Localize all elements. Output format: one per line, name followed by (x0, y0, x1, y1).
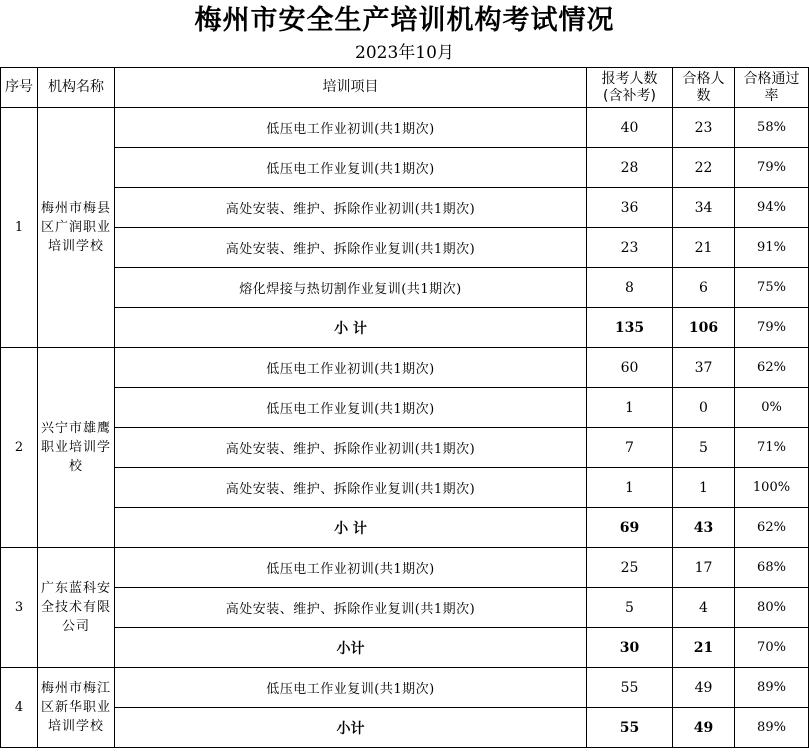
pass-rate: 71% (735, 428, 809, 468)
header-passed-line2: 数 (696, 87, 711, 104)
exam-results-table (0, 67, 809, 748)
table-body (1, 108, 809, 748)
applicants-count: 23 (587, 228, 673, 268)
applicants-count: 40 (587, 108, 673, 148)
subtotal-label: 小 计 (115, 308, 587, 348)
applicants-count: 1 (587, 388, 673, 428)
report-period: 2023年10月 (355, 43, 454, 63)
passed-count: 5 (673, 428, 735, 468)
training-item: 高处安装、维护、拆除作业复训(共1期次) (115, 588, 587, 628)
passed-count: 17 (673, 548, 735, 588)
pass-rate: 58% (735, 108, 809, 148)
passed-count: 49 (673, 668, 735, 708)
training-item: 低压电工作业初训(共1期次) (115, 348, 587, 388)
subtotal-applicants: 30 (587, 628, 673, 668)
table-row (1, 148, 809, 188)
table-row (1, 188, 809, 228)
header-row (1, 68, 809, 108)
institution-seq: 4 (1, 668, 38, 748)
subtotal-applicants: 135 (587, 308, 673, 348)
training-item: 高处安装、维护、拆除作业初训(共1期次) (115, 428, 587, 468)
subtotal-label: 小 计 (115, 508, 587, 548)
applicants-count: 7 (587, 428, 673, 468)
table-row (1, 108, 809, 148)
table-row (1, 668, 809, 708)
passed-count: 22 (673, 148, 735, 188)
applicants-count: 5 (587, 588, 673, 628)
pass-rate: 0% (735, 388, 809, 428)
page-title: 梅州市安全生产培训机构考试情况 (194, 5, 615, 36)
subtotal-passed: 49 (673, 708, 735, 748)
pass-rate: 91% (735, 228, 809, 268)
passed-count: 34 (673, 188, 735, 228)
header-rate (735, 68, 809, 108)
training-item: 低压电工作业复训(共1期次) (115, 148, 587, 188)
subtotal-passed: 43 (673, 508, 735, 548)
training-item: 高处安装、维护、拆除作业复训(共1期次) (115, 228, 587, 268)
table-row (1, 228, 809, 268)
subtotal-applicants: 69 (587, 508, 673, 548)
passed-count: 21 (673, 228, 735, 268)
pass-rate: 100% (735, 468, 809, 508)
passed-count: 1 (673, 468, 735, 508)
pass-rate: 75% (735, 268, 809, 308)
table-row (1, 428, 809, 468)
applicants-count: 8 (587, 268, 673, 308)
training-item: 低压电工作业复训(共1期次) (115, 668, 587, 708)
institution-name: 广东蓝科安全技术有限公司 (38, 548, 115, 668)
applicants-count: 60 (587, 348, 673, 388)
table-row (1, 548, 809, 588)
applicants-count: 28 (587, 148, 673, 188)
applicants-count: 1 (587, 468, 673, 508)
header-applicants-line2: (含补考) (603, 87, 656, 104)
applicants-count: 55 (587, 668, 673, 708)
header-org: 机构名称 (38, 68, 115, 108)
table-row (1, 388, 809, 428)
pass-rate: 68% (735, 548, 809, 588)
training-item: 低压电工作业初训(共1期次) (115, 108, 587, 148)
institution-name: 兴宁市雄鹰职业培训学校 (38, 348, 115, 548)
subtotal-row (1, 508, 809, 548)
table-row (1, 588, 809, 628)
subtotal-rate: 62% (735, 508, 809, 548)
pass-rate: 80% (735, 588, 809, 628)
header-seq: 序号 (1, 68, 38, 108)
subtotal-passed: 106 (673, 308, 735, 348)
subtotal-row (1, 628, 809, 668)
subtotal-row (1, 308, 809, 348)
institution-name: 梅州市梅县区广润职业培训学校 (38, 108, 115, 348)
table-row (1, 468, 809, 508)
passed-count: 4 (673, 588, 735, 628)
institution-seq: 1 (1, 108, 38, 348)
passed-count: 37 (673, 348, 735, 388)
header-applicants (587, 68, 673, 108)
passed-count: 23 (673, 108, 735, 148)
training-item: 低压电工作业复训(共1期次) (115, 388, 587, 428)
subtotal-label: 小计 (115, 628, 587, 668)
subtotal-passed: 21 (673, 628, 735, 668)
pass-rate: 79% (735, 148, 809, 188)
applicants-count: 36 (587, 188, 673, 228)
table-row (1, 268, 809, 308)
institution-seq: 2 (1, 348, 38, 548)
header-item: 培训项目 (115, 68, 587, 108)
table-row (1, 348, 809, 388)
subtotal-applicants: 55 (587, 708, 673, 748)
applicants-count: 25 (587, 548, 673, 588)
header-rate-line1: 合格通过 (743, 70, 800, 87)
pass-rate: 89% (735, 668, 809, 708)
training-item: 高处安装、维护、拆除作业复训(共1期次) (115, 468, 587, 508)
passed-count: 6 (673, 268, 735, 308)
subtotal-rate: 79% (735, 308, 809, 348)
header-passed-line1: 合格人 (682, 70, 725, 87)
header-passed (673, 68, 735, 108)
training-item: 熔化焊接与热切割作业复训(共1期次) (115, 268, 587, 308)
pass-rate: 94% (735, 188, 809, 228)
pass-rate: 62% (735, 348, 809, 388)
header-rate-line2: 率 (764, 87, 779, 104)
institution-name: 梅州市梅江区新华职业培训学校 (38, 668, 115, 748)
training-item: 低压电工作业初训(共1期次) (115, 548, 587, 588)
subtotal-row (1, 708, 809, 748)
passed-count: 0 (673, 388, 735, 428)
subtotal-rate: 70% (735, 628, 809, 668)
subtotal-rate: 89% (735, 708, 809, 748)
training-item: 高处安装、维护、拆除作业初训(共1期次) (115, 188, 587, 228)
subtotal-label: 小计 (115, 708, 587, 748)
institution-seq: 3 (1, 548, 38, 668)
header-applicants-line1: 报考人数 (601, 70, 658, 87)
